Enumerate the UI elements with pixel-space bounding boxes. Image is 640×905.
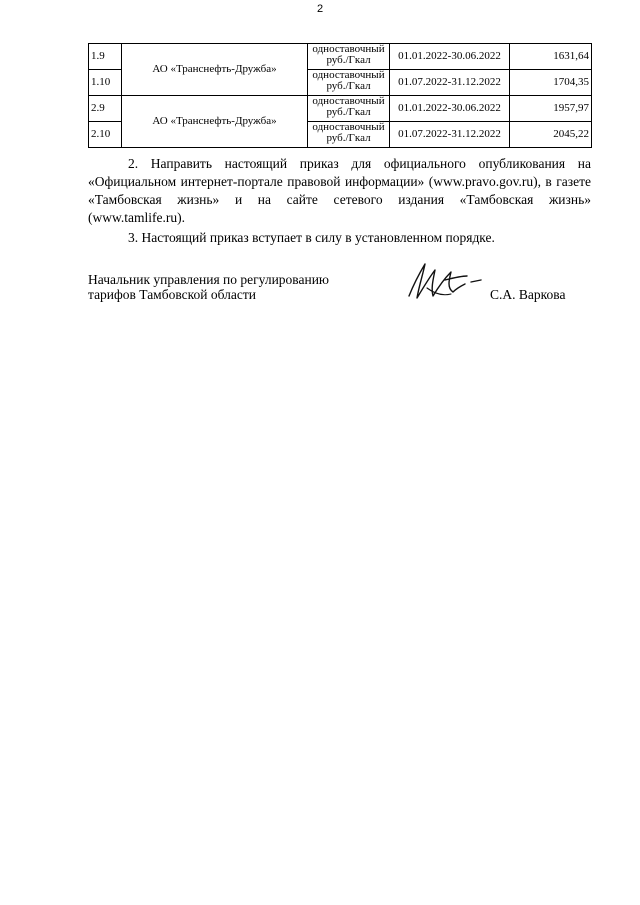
signatory-position: [88, 272, 329, 302]
tariff-period: 01.07.2022-31.12.2022: [390, 122, 510, 148]
tariff-value: 1631,64: [510, 44, 592, 70]
page-number: 2: [316, 3, 324, 15]
organization-name: АО «Транснефть-Дружба»: [122, 44, 308, 96]
organization-name: АО «Транснефть-Дружба»: [122, 96, 308, 148]
signatory-name: С.А. Варкова: [490, 287, 566, 302]
tariff-unit: одноставочный руб./Гкал: [308, 122, 390, 148]
row-number: 2.10: [89, 122, 122, 148]
tariff-value: 2045,22: [510, 122, 592, 148]
tariff-value: 1704,35: [510, 70, 592, 96]
tariff-unit: одноставочный руб./Гкал: [308, 44, 390, 70]
position-line: тарифов Тамбовской области: [88, 287, 256, 302]
tariff-unit: одноставочный руб./Гкал: [308, 70, 390, 96]
tariff-table: [88, 43, 592, 148]
paragraph-effective: 3. Настоящий приказ вступает в силу в установленном порядке.: [128, 230, 495, 245]
handwritten-signature: [405, 258, 485, 303]
row-number: 1.9: [89, 44, 122, 70]
tariff-period: 01.01.2022-30.06.2022: [390, 44, 510, 70]
table-row: [89, 96, 592, 122]
tariff-value: 1957,97: [510, 96, 592, 122]
tariff-period: 01.01.2022-30.06.2022: [390, 96, 510, 122]
paragraph-publication: 2. Направить настоящий приказ для официального опубликования на «Официальном интернет-портале правовой информации» (www.pravo.gov.ru), в газете «Тамбовская жизнь» и на сайте сетевого издания «Тамбовская жизнь» (www.tamlife.ru).: [88, 156, 591, 225]
row-number: 2.9: [89, 96, 122, 122]
position-line: Начальник управления по регулированию: [88, 272, 330, 287]
table-row: [89, 44, 592, 70]
tariff-period: 01.07.2022-31.12.2022: [390, 70, 510, 96]
tariff-unit: одноставочный руб./Гкал: [308, 96, 390, 122]
row-number: 1.10: [89, 70, 122, 96]
